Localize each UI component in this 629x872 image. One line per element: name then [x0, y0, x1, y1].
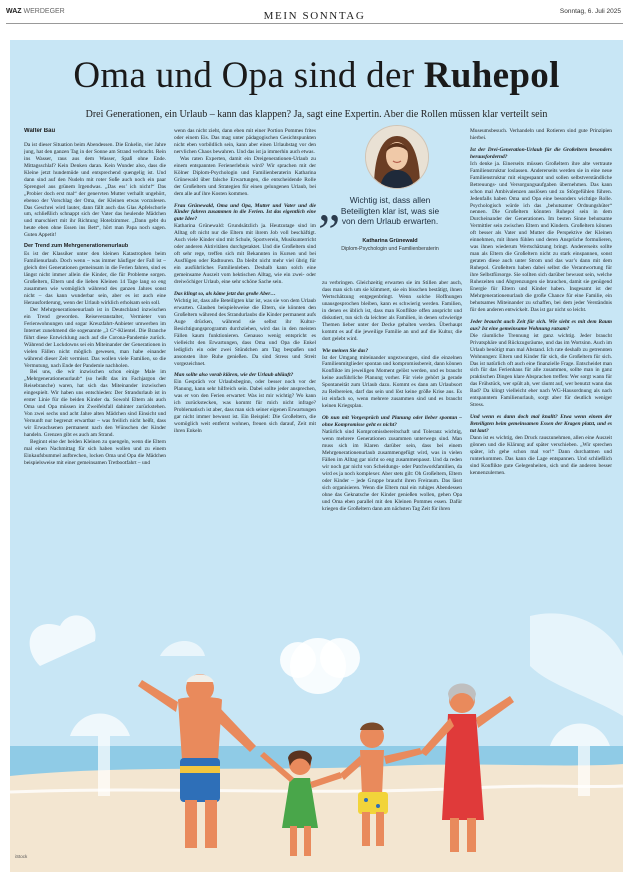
expert-portrait: [365, 125, 429, 189]
image-credit: iStock: [15, 854, 28, 859]
subheadline: Drei Generationen, ein Urlaub – kann das klappen? Ja, sagt eine Expertin. Aber die Rollen müssen klar verteilt sein: [85, 109, 548, 120]
interview-question: Wie meinen Sie das?: [322, 347, 369, 354]
interview-answer: Dann ist es wichtig, den Druck rauszunehmen, allen eine Auszeit gönnen und die Klärung auf später verschieben. „Wir sprechen später, ich gehe schon mal vor!“ Dann durchatmen und runterkommen. Das kann die Lage entspannen. Und schließlich sind Konflikte gute Gelegenheiten, sich und die anderen besser kennenzulernen.: [470, 435, 612, 476]
pull-quote: [318, 123, 440, 293]
interview-question: Jeder braucht auch Zeit für sich. Wie sieht es mit dem Raum aus? Ist eine gemeinsame Wohnung ratsam?: [470, 318, 612, 332]
paragraph: Da ist dieser Situation beim Abendessen. Die Enkelin, vier Jahre jung, hat den ganzen Tag in der Sonne am Strand verbracht. Rein ins Wasser, raus aus dem Wasser, Spaß ohne Ende. Mittagsschlaf? Kein Denken daran. Kein Wunder also, dass die Kleine jetzt hundemüde und entsprechend quengelig ist. Und dann sind auf den Nudeln mit roter Soße auch noch ein paar Sprengsel aus grünem Irgendwas. „Das ess’ ich nicht!“ Das „Probier doch erst mal“ der genervten Mutter verhallt ungehört, ebenso der Vorschlag der Oma, der Kleinen etwas vorzulesen. Das Geschrei wird lauter, dann fällt auch das Glas Apfelschorle um, schließlich schnappt sich der Vater das heulende Mädchen und marschiert mit ihr Richtung Hotelzimmer. „Dann gebt du heute eben ohne Essen ins Bett“, hört man Papa noch sagen. Guten Appetit!: [24, 141, 166, 239]
paragraph: zu verbringen. Gleichzeitig erwarten sie im Stillen aber auch, dass man sich um sie kümmert, sie ein bisschen bestätigt, ihnen Wertschätzung entgegenbringt. Wenn solche Hoffnungen unausgesprochen bleiben, kann es schwierig werden. Familien, in denen es üblich ist, dass man Konflikte offen anspricht und diskutiert, tun sich da leichter als Familien, in denen schwierige Themen lieber unter der Decke gehalten werden. Überhaupt kommt es auf die jeweilige Familie an und auf die Kultur, die dort gelebt wird.: [322, 280, 462, 342]
column-3: [322, 280, 462, 592]
column-4: [470, 128, 612, 628]
newspaper-logo[interactable]: WAZ WERDEGER: [6, 8, 65, 15]
paragraph: Was raten Experten, damit ein Dreigenerationen-Urlaub zu einem entspannten Ferienerlebnis wird? Wir sprachen mit der Kölner Diplom-Psychologin und Familienberaterin Katharina Grünewald über falsche Erwartungen, die entscheidende Rolle der Großeltern und Strategien für einen gelungenen Urlaub, bei dem alle auf ihre Kosten kommen.: [174, 155, 316, 197]
section-subheading: Der Trend zum Mehrgenerationenurlaub: [24, 243, 129, 250]
issue-date: Sonntag, 6. Juli 2025: [559, 8, 621, 15]
interview-question: Frau Grünewald, Oma und Opa, Mutter und Vater und die Kinder fahren zusammen in die Ferien. Ist das eigentlich eine gute Idee?: [174, 202, 316, 223]
interview-answer: Die räumliche Trennung ist ganz wichtig. Jeder braucht Privatsphäre und Rückzugsräume, und das im Wortsinn. Auch im Urlaub benötigt man mal Abstand. Ich rate deshalb zu getrennten Wohnungen: Eltern und Kinder für sich, die Großeltern für sich. Das ist natürlich oft auch eine finanzielle Frage. Entscheidet man sich für das Ferienhaus für alle zusammen, sollte man in ganz praktischen Dingen klare Absprachen treffen: Wer sorgt wann für das Frühstück, wer spült ab, wer räumt auf, wer benutzt wann das Bad? Da klingt vielleicht eher nach WG-Hausordnung als nach entspanntem Familienurlaub, sorgt aber für deutlich weniger Stress.: [470, 332, 612, 409]
interview-answer: Natürlich sind Kompromissbereitschaft und Toleranz wichtig, wenn mehrere Generationen zusammen unterwegs sind. Man muss sich im Klaren darüber sein, dass bei einem Mehrgenerationenurlaub zusammengefügt wird, was in vielen Fällen im Alltag gar nicht so eng zusammenpasst. Und da reden wir noch gar nicht von Scheidungs- oder Patchworkfamilien, da wird es ja noch komplexer. Aber stets gilt: Oh Großeltern, Eltern oder Kinder – jede Gruppe braucht ihren Freiraum. Das lässt sich organisieren. Wenn die Eltern mal ein ruhiges Abendessen ohne das Geknatsche der Kinder genießen wollen, gehen Opa und Oma eben parallel mit den Kleinen Pommes essen. Dafür kriegen die Großeltern dann am nächsten Tag Zeit für ihren: [322, 429, 462, 512]
paragraph: Beginnt eine der beiden Kleinen zu quengeln, wenn die Eltern mal einen Nachmittag für sich haben wollen und zu einem Einkaufsbummel aufbrechen, locken Oma und Opa die Mädchen beispielsweise mit einer gemeinsamen Tretbootfahrt – und: [24, 438, 166, 466]
quote-mark-icon: „: [318, 175, 341, 231]
article-panel: [10, 40, 623, 872]
paragraph: Der Mehrgenerationenurlaub ist in Deutschland inzwischen ein Trend geworden. Reiseveranstalter, Vermieter von Ferienwohnungen und sogar Kreuzfahrt-Anbieter umwerben im Internet zunehmend die sogenannte „3 G“-Klientel. Die Branche führt diese Entwicklung auch auf die Corona-Pandemie zurück. Während der Lockdowns sei ein Miteinander der Generationen in vielen Fällen nicht möglich gewesen, man habe einander während dieser Zeit vermisst. Das wollen viele Familien, so die Vermutung, nach Ende der Pandemie nachholen.: [24, 306, 166, 369]
author-byline: Walter Bau: [24, 128, 56, 134]
interview-answer: Ist der Umgang miteinander ungezwungen, sind die einzelnen Familienmitglieder spontan und kompromissbereit, dann können Konflikte im jeweiligen Moment gelöst werden, und es braucht keine ausführliche Planung vorher. Für viele gehört ja gerade Spontaneität zum Urlaub dazu. Kommt es dann am Urlaubsort zu Reibereien, darf das sein und löst keine größe Krise aus. Es ist einfach so, wenn mehrere zusammen sind und es braucht keinen Kriegsplan.: [322, 354, 462, 410]
masthead-rule: [6, 23, 623, 24]
interview-question: Ob nun mit Vorgespräch und Planung oder lieber spontan – ohne Kompromisse geht es nicht?: [322, 415, 462, 429]
paragraph: Es ist der Klassiker unter den kleinen Katastrophen beim Familienurlaub. Doch wenn – was immer häufiger der Fall ist – gleich drei Generationen gemeinsam in die Ferien fahren, sind es längst nicht immer allein die Kinder, die für Probleme sorgen. Großeltern, Eltern und die lieben Kleinen 14 Tage lang so eng zusammen wie womöglich während des ganzen Jahres sonst nicht – das kann wunderbar sein, aber es ist auch eine Herausforderung, wenn der Urlaub wirklich erholsam sein soll.: [24, 251, 166, 306]
interview-answer: Ich denke ja. Einerseits müssen Großeltern ihre alte vertraute Familienstruktur loslassen. Andererseits werden sie in eine neue Familienstruktur mit eingespannt und sollen selbstverständliche Betreuungs- und Versorgungsaufgaben übernehmen. Das kann schon mal Ambivalenzen auslösen und zu Störgefühlen führen. Jedenfalls haben Oma und Opa eine besonders wichtige Rolle. Psychologisch würde ich das „behutsamer Ordnungshüter“ nennen. Die Großeltern könnten Ruhepol sein in dem Durcheinander der Generationen. Im besten Sinne behutsame Vermittler sein zwischen Eltern und Kindern. Großeltern können oft besser als Vater und Mutter die Perspektive der Kleinen einnehmen, mit ihnen fühlen und deren Ansprüche formulieren, was ihnen wiederum Wertschätzung bringt. Andererseits sollte man als Eltern die Großeltern nicht zu stark einspannen, sonst geraten diese auch unter Strom und das war’s dann mit dem Ruhepol. Großeltern haben dabei selbst die Verantwortung für ihre Selbstfürsorge. Sie sollten sich darüber bewusst sein, welche Ruhezeiten und Abgrenzungen sie brauchen, damit sie genügend Energie für Eltern und Kinder haben. Insgesamt ist der Mehrgenerationenurlaub die große Chance für eine Familie, ein behutsames Miteinander zu schaffen, bei dem jeder Verständnis für den anderen entwickelt. Das ist gar nicht so leicht.: [470, 160, 612, 313]
interview-answer: Katharina Grünewald: Grundsätzlich ja. Heutzutage sind im Alltag oft nicht nur die Eltern mit ihrem Job voll beschäftigt. Auch viele Kinder sind mit Schule, Sportverein, Musikunterricht oder anderen Aktivitäten durchgetaktet. Und die Großeltern sind oft sehr rege, treffen sich mit Bekannten in Kursen und bei Ausflügen oder Radtouren. Da bleibt nicht mehr viel übrig für ein ausführliches Familienleben. Deshalb kann solch eine gemeinsame Auszeit vom hektischen Alltag, wie ein zwei- oder dreiwöchiger Urlaub, eine sehr schöne Sache sein.: [174, 223, 316, 286]
headline: Oma und Opa sind der Ruhepol: [73, 55, 560, 96]
interview-answer: Ein Gespräch vor Urlaubsbeginn, oder besser noch vor der Planung, kann sehr hilfreich sein. Dabei sollte jeder ansprechen, was er von den Ferien erwartet: Was ist mir wichtig? Wo kann ich zurückstecken, was kommt für mich nicht infrage? Problematisch ist aber, dass man sich seiner eigenen Erwartungen gar nicht immer bewusst ist. Ein Beispiel: Die Großeltern, die womöglich weit entfernt wohnen, freuen sich darauf, Zeit mit ihren Enkeln: [174, 379, 316, 435]
interview-question: Das klingt so, als käme jetzt das große Aber…: [174, 290, 276, 297]
quote-text: Wichtig ist, dass allen Beteiligten klar ist, was sie von dem Urlaub erwarten.: [340, 195, 440, 226]
column-2: [174, 128, 316, 592]
paragraph: wenn das nicht zieht, dann eben mit einer Portion Pommes frites oder einem Eis. Das mag unter pädagogischen Gesichtspunkten nicht eben vorbildlich sein, kann aber einen Urlaubstag vor den nervlichen Chaos bewahren. Und das ist ja immerhin auch etwas.: [174, 128, 316, 155]
interview-answer: Wichtig ist, dass alle Beteiligten klar ist, was sie von dem Urlaub erwarten. Glauben beispielsweise die Eltern, sie könnten den Großeltern während des Strandurlaubs die Kinder permanent aufs Auge drücken, während sie selbst ihr Kultur-Besichtigungsprogramm durchziehen, wird das in den meisten Fällen kaum funktionieren. Genauso wenig entspricht es vielleicht den Erwartungen, dass Oma und Opa die Enkel lediglich ein oder zwei Stündchen am Tag bespaßen und ansonsten ihre Ruhe genießen. Da sind Stress und Streit vorgezeichnet.: [174, 297, 316, 367]
masthead: [0, 0, 629, 40]
paragraph: Museumsbesuch. Verhandeln und Rotieren sind gute Prinzipien hierbei.: [470, 128, 612, 141]
section-title: MEIN SONNTAG: [263, 10, 366, 22]
column-1: [24, 128, 166, 592]
quote-role: Diplom-Psychologin und Familienberaterin: [341, 246, 439, 252]
paragraph: Bei uns, die wir inzwischen schon einige Male im „Mehrgenerationenurlaub“ (so heißt das im Fachjargon der Reisebranche) waren, hat sich das Miteinander inzwischen eingespielt. Wir haben uns entschieden: Der Strandurlaub ist in erster Linie für die beiden Kinder da. Sowohl Eltern als auch Oma und Opa müssen im Zweifelsfall dahinter zurückstehen. Von zwei sechs und acht Jahre alten Mädchen sind Einsicht und Vernunft nur begrenzt erwartbar – was freilich nicht heißt, dass wir Erwachsenen permanent nach den Wünschen der Kinder handeln. Grenzen gibt es auch am Strand.: [24, 369, 166, 439]
interview-question: Ist der Drei-Generation-Urlaub für die Großeltern besonders herausfordernd?: [470, 146, 612, 160]
beach-family-illustration: [10, 596, 623, 872]
interview-question: Man sollte also vorab klären, wie der Urlaub abläuft?: [174, 372, 294, 379]
interview-question: Und wenn es dann doch mal knallt? Etwa wenn einem der Beteiligten beim gemeinsamen Essen der Kragen platzt, und es tut laut?: [470, 414, 612, 435]
quote-name: Katharina Grünewald: [362, 238, 418, 244]
